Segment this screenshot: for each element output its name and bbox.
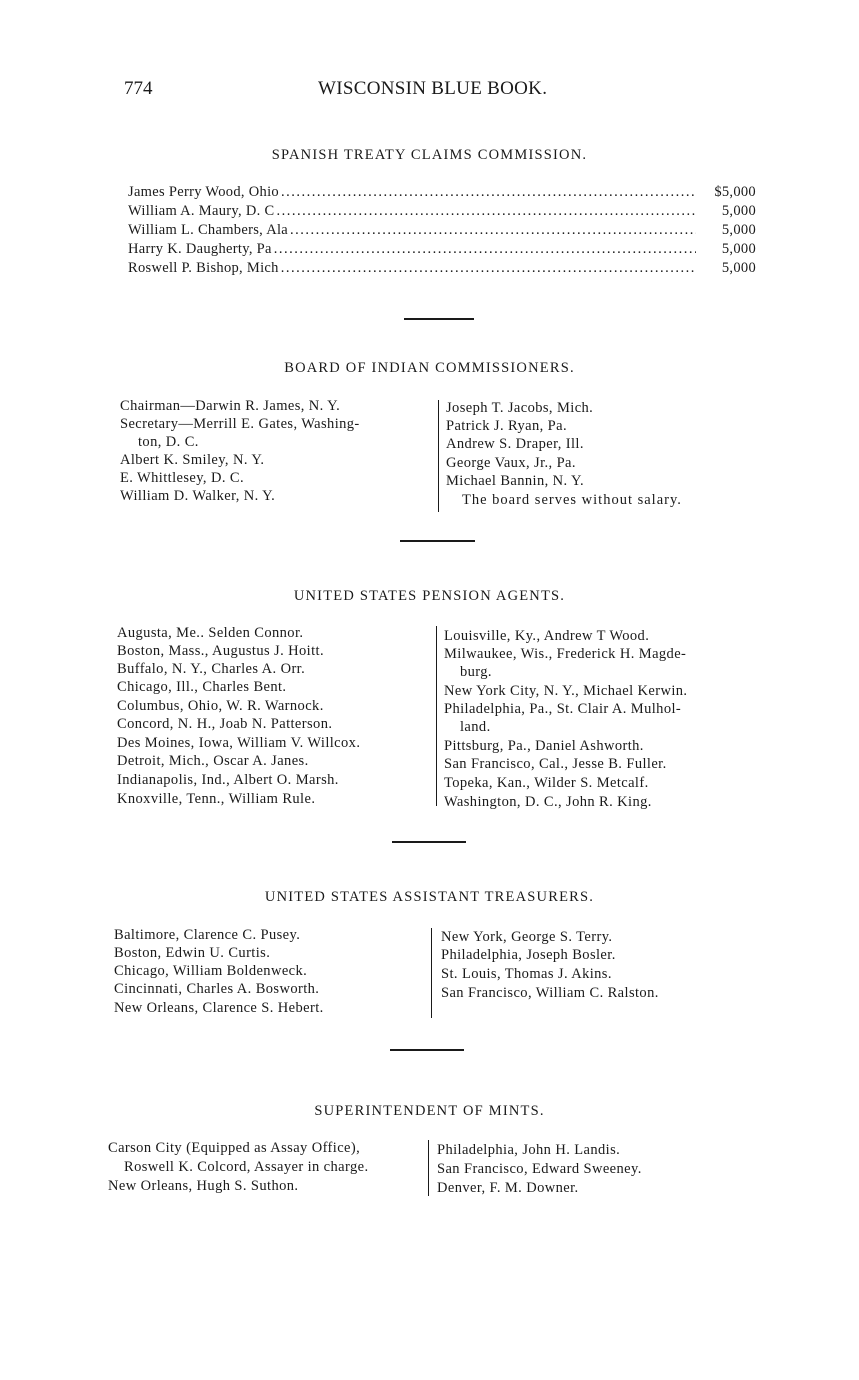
- leader-dots: [274, 240, 696, 258]
- commissioner-entry: E. Whittlesey, D. C.: [120, 470, 244, 486]
- mint-entry: San Francisco, Edward Sweeney.: [437, 1161, 642, 1177]
- commissioner-entry: Chairman—Darwin R. James, N. Y.: [120, 398, 341, 414]
- mint-entry: Carson City (Equipped as Assay Office),: [108, 1140, 361, 1156]
- column-separator: [436, 626, 437, 806]
- pension-agent-entry: Milwaukee, Wis., Frederick H. Magde-: [444, 646, 687, 662]
- pension-agent-entry: Washington, D. C., John R. King.: [444, 794, 652, 810]
- pension-agent-entry: Augusta, Me.. Selden Connor.: [117, 625, 304, 641]
- pension-agent-entry: Louisville, Ky., Andrew T Wood.: [444, 628, 650, 644]
- salary-row: [128, 202, 756, 220]
- column-separator: [438, 400, 439, 512]
- mint-entry: New Orleans, Hugh S. Suthon.: [108, 1178, 299, 1194]
- pension-agent-entry: Chicago, Ill., Charles Bent.: [117, 679, 287, 695]
- pension-agent-entry: burg.: [460, 664, 492, 680]
- commissioner-entry: Michael Bannin, N. Y.: [446, 473, 585, 489]
- pension-agent-entry: Knoxville, Tenn., William Rule.: [117, 791, 316, 807]
- treasurer-entry: St. Louis, Thomas J. Akins.: [441, 966, 612, 982]
- pension-agent-entry: Concord, N. H., Joab N. Patterson.: [117, 716, 333, 732]
- section-divider: [392, 841, 466, 843]
- salary-amount: $5,000: [714, 184, 756, 200]
- section-title-superintendent-of-mints: SUPERINTENDENT OF MINTS.: [314, 1103, 545, 1119]
- salary-row: [128, 221, 756, 239]
- column-separator: [431, 928, 432, 1018]
- treasurer-entry: New York, George S. Terry.: [441, 929, 613, 945]
- page-number: 774: [124, 78, 153, 99]
- salary-amount: 5,000: [721, 260, 756, 276]
- treasurer-entry: Philadelphia, Joseph Bosler.: [441, 947, 616, 963]
- treasurer-entry: Boston, Edwin U. Curtis.: [114, 945, 271, 961]
- section-divider: [400, 540, 475, 542]
- pension-agent-entry: Boston, Mass., Augustus J. Hoitt.: [117, 643, 324, 659]
- treasurer-entry: New Orleans, Clarence S. Hebert.: [114, 1000, 324, 1016]
- mint-entry: Roswell K. Colcord, Assayer in charge.: [124, 1159, 369, 1175]
- salary-amount: 5,000: [721, 203, 756, 219]
- section-divider: [404, 318, 474, 320]
- salary-amount: 5,000: [721, 222, 756, 238]
- board-note: The board serves without salary.: [462, 492, 682, 508]
- member-name: William L. Chambers, Ala: [128, 222, 289, 238]
- leader-dots: [281, 183, 696, 201]
- running-header: WISCONSIN BLUE BOOK.: [318, 78, 548, 99]
- pension-agent-entry: Indianapolis, Ind., Albert O. Marsh.: [117, 772, 339, 788]
- mint-entry: Denver, F. M. Downer.: [437, 1180, 579, 1196]
- section-title-indian-commissioners: BOARD OF INDIAN COMMISSIONERS.: [284, 360, 575, 376]
- pension-agent-entry: Detroit, Mich., Oscar A. Janes.: [117, 753, 309, 769]
- commissioner-entry: ton, D. C.: [138, 434, 199, 450]
- mint-entry: Philadelphia, John H. Landis.: [437, 1142, 621, 1158]
- section-title-spanish-treaty: SPANISH TREATY CLAIMS COMMISSION.: [271, 147, 588, 163]
- pension-agent-entry: New York City, N. Y., Michael Kerwin.: [444, 683, 688, 699]
- section-title-assistant-treasurers: UNITED STATES ASSISTANT TREASURERS.: [264, 889, 595, 905]
- leader-dots: [281, 259, 696, 277]
- leader-dots: [276, 202, 696, 220]
- pension-agent-entry: San Francisco, Cal., Jesse B. Fuller.: [444, 756, 667, 772]
- commissioner-entry: William D. Walker, N. Y.: [120, 488, 276, 504]
- member-name: James Perry Wood, Ohio: [128, 184, 279, 200]
- treasurer-entry: Chicago, William Boldenweck.: [114, 963, 308, 979]
- commissioner-entry: Albert K. Smiley, N. Y.: [120, 452, 265, 468]
- commissioner-entry: Patrick J. Ryan, Pa.: [446, 418, 567, 434]
- leader-dots: [290, 221, 696, 239]
- pension-agent-entry: Buffalo, N. Y., Charles A. Orr.: [117, 661, 306, 677]
- pension-agent-entry: Columbus, Ohio, W. R. Warnock.: [117, 698, 324, 714]
- section-divider: [390, 1049, 464, 1051]
- column-separator: [428, 1140, 429, 1196]
- pension-agent-entry: land.: [460, 719, 491, 735]
- pension-agent-entry: Topeka, Kan., Wilder S. Metcalf.: [444, 775, 649, 791]
- commissioner-entry: Andrew S. Draper, Ill.: [446, 436, 584, 452]
- member-name: William A. Maury, D. C: [128, 203, 275, 219]
- salary-row: [128, 259, 756, 277]
- treasurer-entry: Cincinnati, Charles A. Bosworth.: [114, 981, 320, 997]
- pension-agent-entry: Des Moines, Iowa, William V. Willcox.: [117, 735, 361, 751]
- commissioner-entry: Joseph T. Jacobs, Mich.: [446, 400, 594, 416]
- treasurer-entry: San Francisco, William C. Ralston.: [441, 985, 659, 1001]
- pension-agent-entry: Pittsburg, Pa., Daniel Ashworth.: [444, 738, 644, 754]
- commissioner-entry: Secretary—Merrill E. Gates, Washing-: [120, 416, 360, 432]
- commissioner-entry: George Vaux, Jr., Pa.: [446, 455, 576, 471]
- salary-amount: 5,000: [721, 241, 756, 257]
- salary-row: [128, 183, 756, 201]
- member-name: Roswell P. Bishop, Mich: [128, 260, 279, 276]
- section-title-pension-agents: UNITED STATES PENSION AGENTS.: [293, 588, 566, 604]
- treasurer-entry: Baltimore, Clarence C. Pusey.: [114, 927, 301, 943]
- member-name: Harry K. Daugherty, Pa: [128, 241, 272, 257]
- pension-agent-entry: Philadelphia, Pa., St. Clair A. Mulhol-: [444, 701, 682, 717]
- salary-row: [128, 240, 756, 258]
